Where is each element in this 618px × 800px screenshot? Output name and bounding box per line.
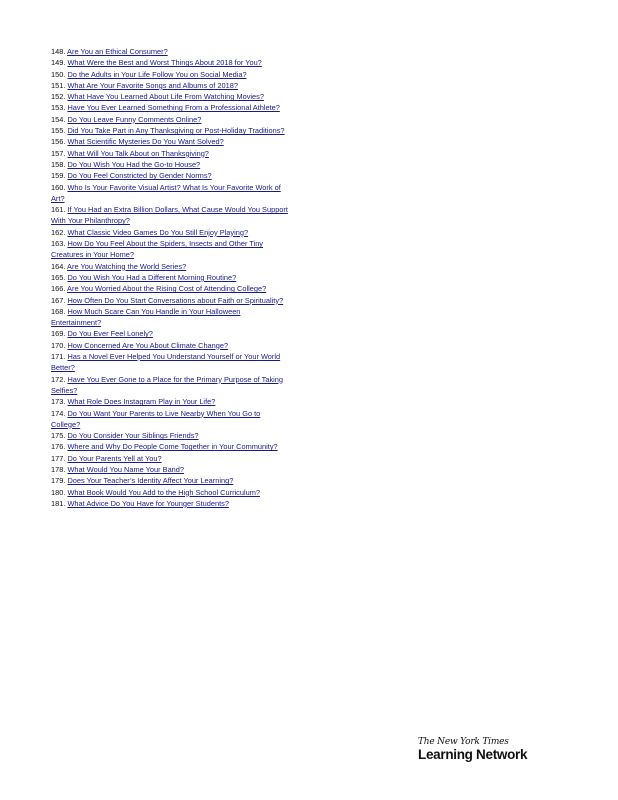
prompt-number: 157. — [51, 148, 66, 158]
prompt-number: 181. — [51, 498, 66, 508]
prompt-number: 173. — [51, 397, 66, 407]
prompt-link[interactable]: Are You Worried About the Rising Cost of Attending College? — [67, 284, 267, 294]
prompt-number: 171. — [51, 352, 66, 362]
prompt-link[interactable]: Do You Wish You Had the Go-to House? — [67, 159, 201, 169]
prompt-number: 150. — [51, 69, 66, 79]
prompt-link[interactable]: Do You Feel Constricted by Gender Norms? — [67, 171, 212, 181]
prompt-number: 162. — [51, 227, 66, 237]
prompt-link[interactable]: What Book Would You Add to the High School Curriculum? — [67, 487, 260, 497]
prompt-number: 167. — [51, 295, 66, 305]
list-item — [51, 80, 291, 91]
prompt-link[interactable]: What Will You Talk About on Thanksgiving? — [67, 148, 209, 158]
prompt-number: 153. — [51, 103, 66, 113]
prompt-link[interactable]: Do You Want Your Parents to Live Nearby When You Go to College? — [51, 408, 261, 429]
list-item — [51, 136, 291, 147]
list-item — [51, 283, 291, 294]
list-item — [51, 328, 291, 339]
list-item — [51, 487, 291, 498]
list-item — [51, 91, 291, 102]
list-item — [51, 57, 291, 68]
list-item — [51, 170, 291, 181]
prompt-number: 163. — [51, 239, 66, 249]
prompt-link[interactable]: Has a Novel Ever Helped You Understand Yourself or Your World Better? — [51, 352, 281, 373]
prompt-number: 170. — [51, 340, 66, 350]
list-item — [51, 227, 291, 238]
prompt-link[interactable]: What Advice Do You Have for Younger Students? — [67, 498, 229, 508]
prompt-link[interactable]: What Role Does Instagram Play in Your Life? — [67, 397, 216, 407]
prompt-number: 160. — [51, 182, 66, 192]
list-item — [51, 498, 291, 509]
prompt-number: 174. — [51, 408, 66, 418]
prompt-number: 151. — [51, 80, 66, 90]
list-item — [51, 114, 291, 125]
prompt-link[interactable]: Are You Watching the World Series? — [67, 261, 187, 271]
list-item — [51, 441, 291, 452]
prompt-link[interactable]: Have You Ever Gone to a Place for the Primary Purpose of Taking Selfies? — [51, 374, 283, 395]
list-item — [51, 340, 291, 351]
prompt-link[interactable]: Do You Leave Funny Comments Online? — [67, 114, 202, 124]
list-item — [51, 238, 291, 261]
list-item — [51, 295, 291, 306]
list-item — [51, 475, 291, 486]
prompt-number: 176. — [51, 442, 66, 452]
list-item — [51, 430, 291, 441]
prompt-link[interactable]: Do Your Parents Yell at You? — [67, 453, 162, 463]
prompt-number: 148. — [51, 47, 66, 56]
list-item — [51, 351, 291, 374]
prompt-number: 159. — [51, 171, 66, 181]
prompt-number: 178. — [51, 464, 66, 474]
list-item — [51, 148, 291, 159]
prompt-number: 166. — [51, 284, 66, 294]
logo-learning-network: Learning Network — [418, 747, 528, 762]
prompt-number: 155. — [51, 126, 66, 136]
prompt-number: 177. — [51, 453, 66, 463]
nyt-learning-network-logo — [418, 737, 568, 763]
prompt-number: 164. — [51, 261, 66, 271]
prompt-number: 179. — [51, 476, 66, 486]
list-item — [51, 125, 291, 136]
list-item — [51, 408, 291, 431]
prompt-number: 165. — [51, 272, 66, 282]
list-item — [51, 261, 291, 272]
prompt-link[interactable]: Do You Wish You Had a Different Morning Routine? — [67, 272, 237, 282]
prompt-link[interactable]: How Do You Feel About the Spiders, Insects and Other Tiny Creatures in Your Home? — [51, 239, 264, 260]
prompt-link[interactable]: Who Is Your Favorite Visual Artist? What Is Your Favorite Work of Art? — [51, 182, 281, 203]
list-item — [51, 159, 291, 170]
logo-nyt-wordmark: The New York Times — [418, 737, 509, 747]
list-item — [51, 306, 291, 329]
prompt-link[interactable]: What Were the Best and Worst Things About 2018 for You? — [67, 58, 262, 68]
list-item — [51, 374, 291, 397]
prompt-number: 172. — [51, 374, 66, 384]
prompt-link[interactable]: Have You Ever Learned Something From a Professional Athlete? — [67, 103, 280, 113]
prompt-link[interactable]: What Are Your Favorite Songs and Albums of 2018? — [67, 80, 238, 90]
prompt-number: 154. — [51, 114, 66, 124]
list-item — [51, 102, 291, 113]
prompt-number: 169. — [51, 329, 66, 339]
prompt-link[interactable]: Did You Take Part in Any Thanksgiving or Post-Holiday Traditions? — [67, 126, 285, 136]
prompt-number: 180. — [51, 487, 66, 497]
prompt-link[interactable]: Do the Adults in Your Life Follow You on Social Media? — [67, 69, 247, 79]
list-item — [51, 272, 291, 283]
prompt-link[interactable]: Do You Ever Feel Lonely? — [67, 329, 153, 339]
prompt-number: 161. — [51, 205, 66, 215]
list-item — [51, 396, 291, 407]
prompt-link[interactable]: Are You an Ethical Consumer? — [67, 47, 168, 56]
list-item — [51, 69, 291, 80]
prompt-number: 158. — [51, 159, 66, 169]
prompt-link[interactable]: How Concerned Are You About Climate Change? — [67, 340, 229, 350]
prompt-link[interactable]: Where and Why Do People Come Together in Your Community? — [67, 442, 278, 452]
prompt-link[interactable]: What Have You Learned About Life From Watching Movies? — [67, 92, 264, 102]
prompt-link[interactable]: How Often Do You Start Conversations about Faith or Spirituality? — [67, 295, 284, 305]
list-item — [51, 46, 291, 57]
prompt-link[interactable]: What Would You Name Your Band? — [67, 464, 185, 474]
prompt-number: 152. — [51, 92, 66, 102]
prompt-number: 175. — [51, 431, 66, 441]
prompt-link[interactable]: Do You Consider Your Siblings Friends? — [67, 431, 199, 441]
list-item — [51, 204, 291, 227]
prompt-link[interactable]: Does Your Teacher’s Identity Affect Your Learning? — [67, 476, 234, 486]
list-item — [51, 464, 291, 475]
list-item — [51, 453, 291, 464]
list-item — [51, 182, 291, 205]
prompt-link[interactable]: What Scientific Mysteries Do You Want Solved? — [67, 137, 224, 147]
prompt-number: 168. — [51, 306, 66, 316]
prompt-link[interactable]: What Classic Video Games Do You Still Enjoy Playing? — [67, 227, 249, 237]
prompt-number: 149. — [51, 58, 66, 68]
writing-prompt-list — [51, 46, 291, 509]
prompt-link[interactable]: How Much Scare Can You Handle in Your Halloween Entertainment? — [51, 306, 241, 328]
prompt-number: 156. — [51, 137, 66, 147]
prompt-link[interactable]: If You Had an Extra Billion Dollars, What Cause Would You Support With Your Philanthropy? — [51, 205, 288, 226]
